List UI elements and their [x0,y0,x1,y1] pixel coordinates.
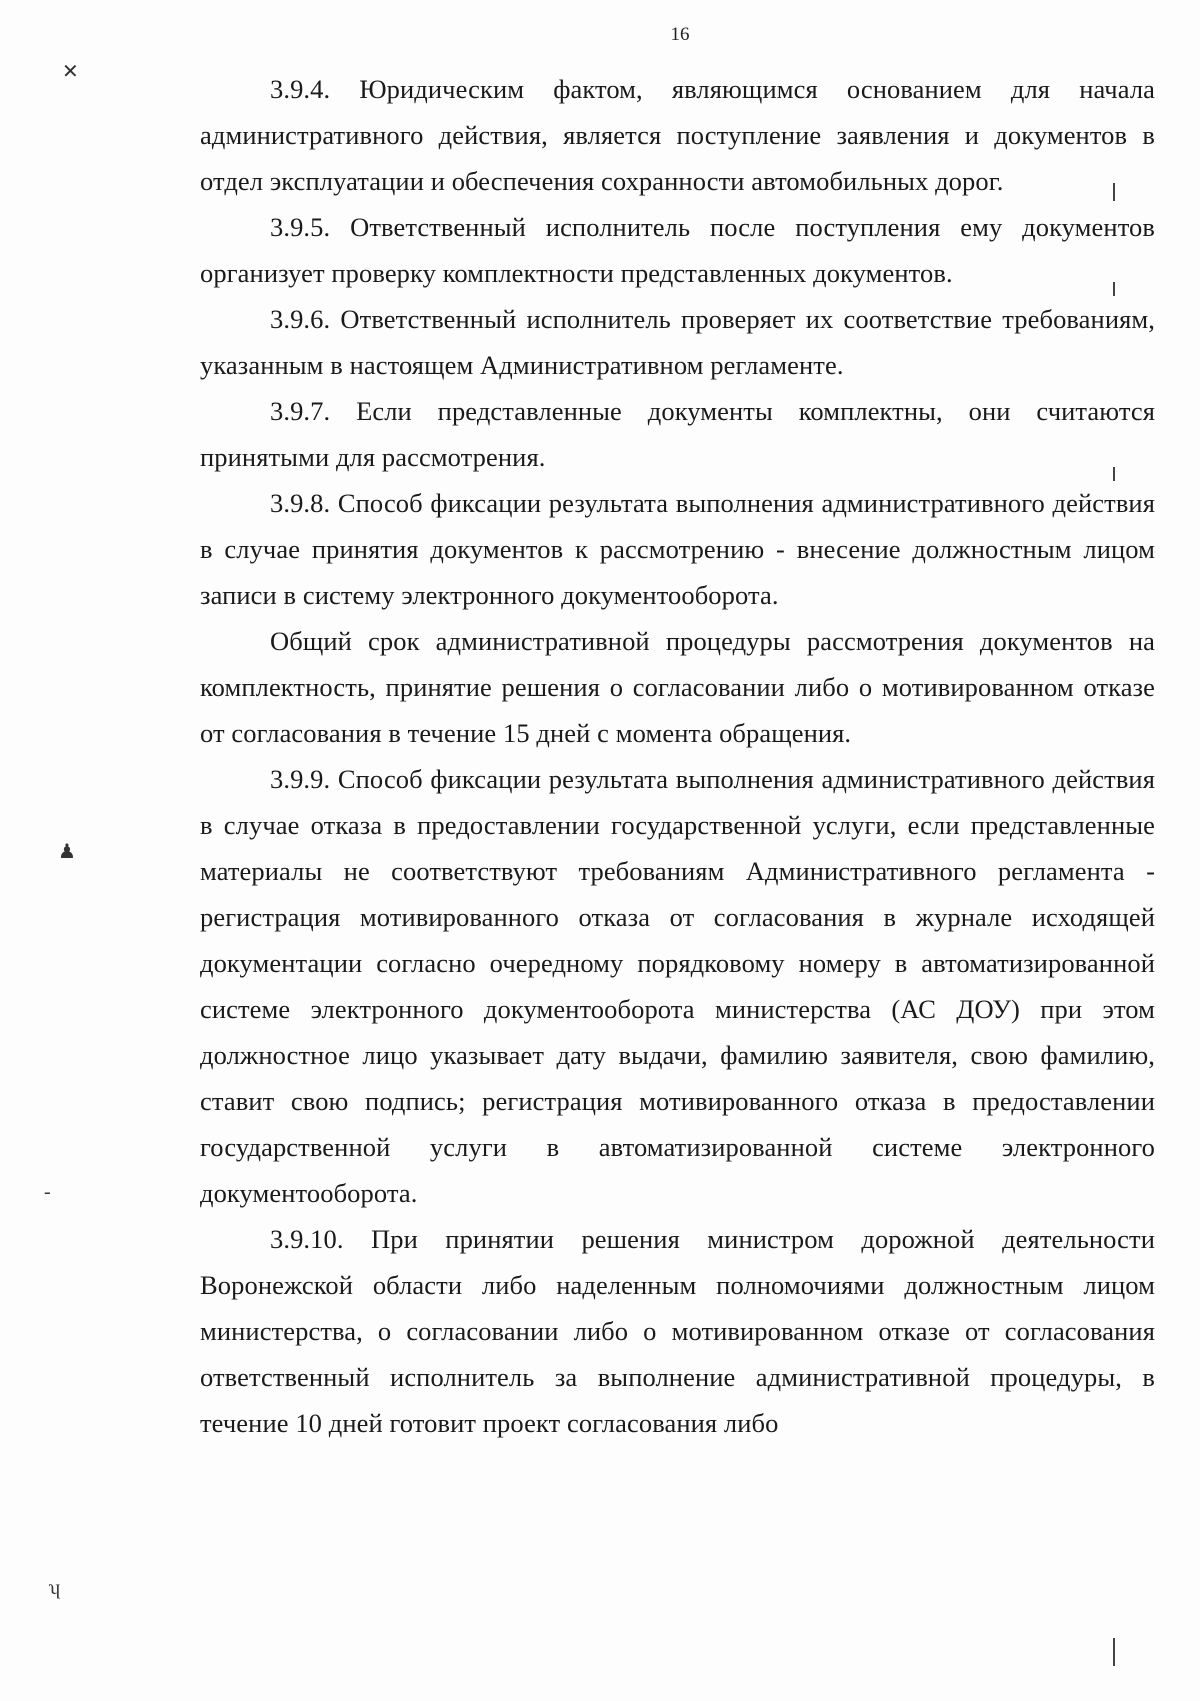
margin-mark-icon: - [44,1181,51,1203]
margin-mark-icon: ♟ [58,841,76,863]
scan-artifact-line [1113,1638,1115,1666]
document-body [200,66,1155,1446]
paragraph-3-9-4: 3.9.4. Юридическим фактом, являющимся основанием для начала административного действия, является поступление заявления и документов в отдел эксплуатации и обеспечения сохранности автомобильных дорог. [200,74,1155,196]
paragraph-3-9-10: 3.9.10. При принятии решения министром дорожной деятельности Воронежской области либо наделенным полномочиями должностным лицом министерства, о согласовании либо о мотивированном отказе от согласования ответственный исполнитель за выполнение административной процедуры, в течение 10 дней готовит проект согласования либо [200,1224,1155,1438]
paragraph-3-9-7: 3.9.7. Если представленные документы комплектны, они считаются принятыми для рассмотрения. [200,396,1155,472]
page-number: 16 [670,24,690,45]
margin-mark-icon: ✕ [62,61,79,83]
margin-mark-icon: ʮ [48,1577,61,1599]
paragraph-3-9-9: 3.9.9. Способ фиксации результата выполнения административного действия в случае отказа в предоставлении государственной услуги, если представленные материалы не соответствуют требованиям Административного регламента - регистрация мотивированного отказа от согласования в журнале исходящей документации согласно очередному порядковому номеру в автоматизированной системе электронного документооборота министерства (АС ДОУ) при этом должностное лицо указывает дату выдачи, фамилию заявителя, свою фамилию, ставит свою подпись; регистрация мотивированного отказа в предоставлении государственной услуги в автоматизированной системе электронного документооборота. [200,764,1155,1208]
paragraph-3-9-6: 3.9.6. Ответственный исполнитель проверяет их соответствие требованиям, указанным в настоящем Административном регламенте. [200,304,1155,380]
paragraph-3-9-5: 3.9.5. Ответственный исполнитель после поступления ему документов организует проверку комплектности представленных документов. [200,212,1155,288]
paragraph-general-term: Общий срок административной процедуры рассмотрения документов на комплектность, принятие решения о согласовании либо о мотивированном отказе от согласования в течение 15 дней с момента обращения. [200,626,1155,748]
paragraph-3-9-8: 3.9.8. Способ фиксации результата выполнения административного действия в случае принятия документов к рассмотрению - внесение должностным лицом записи в систему электронного документооборота. [200,488,1155,610]
